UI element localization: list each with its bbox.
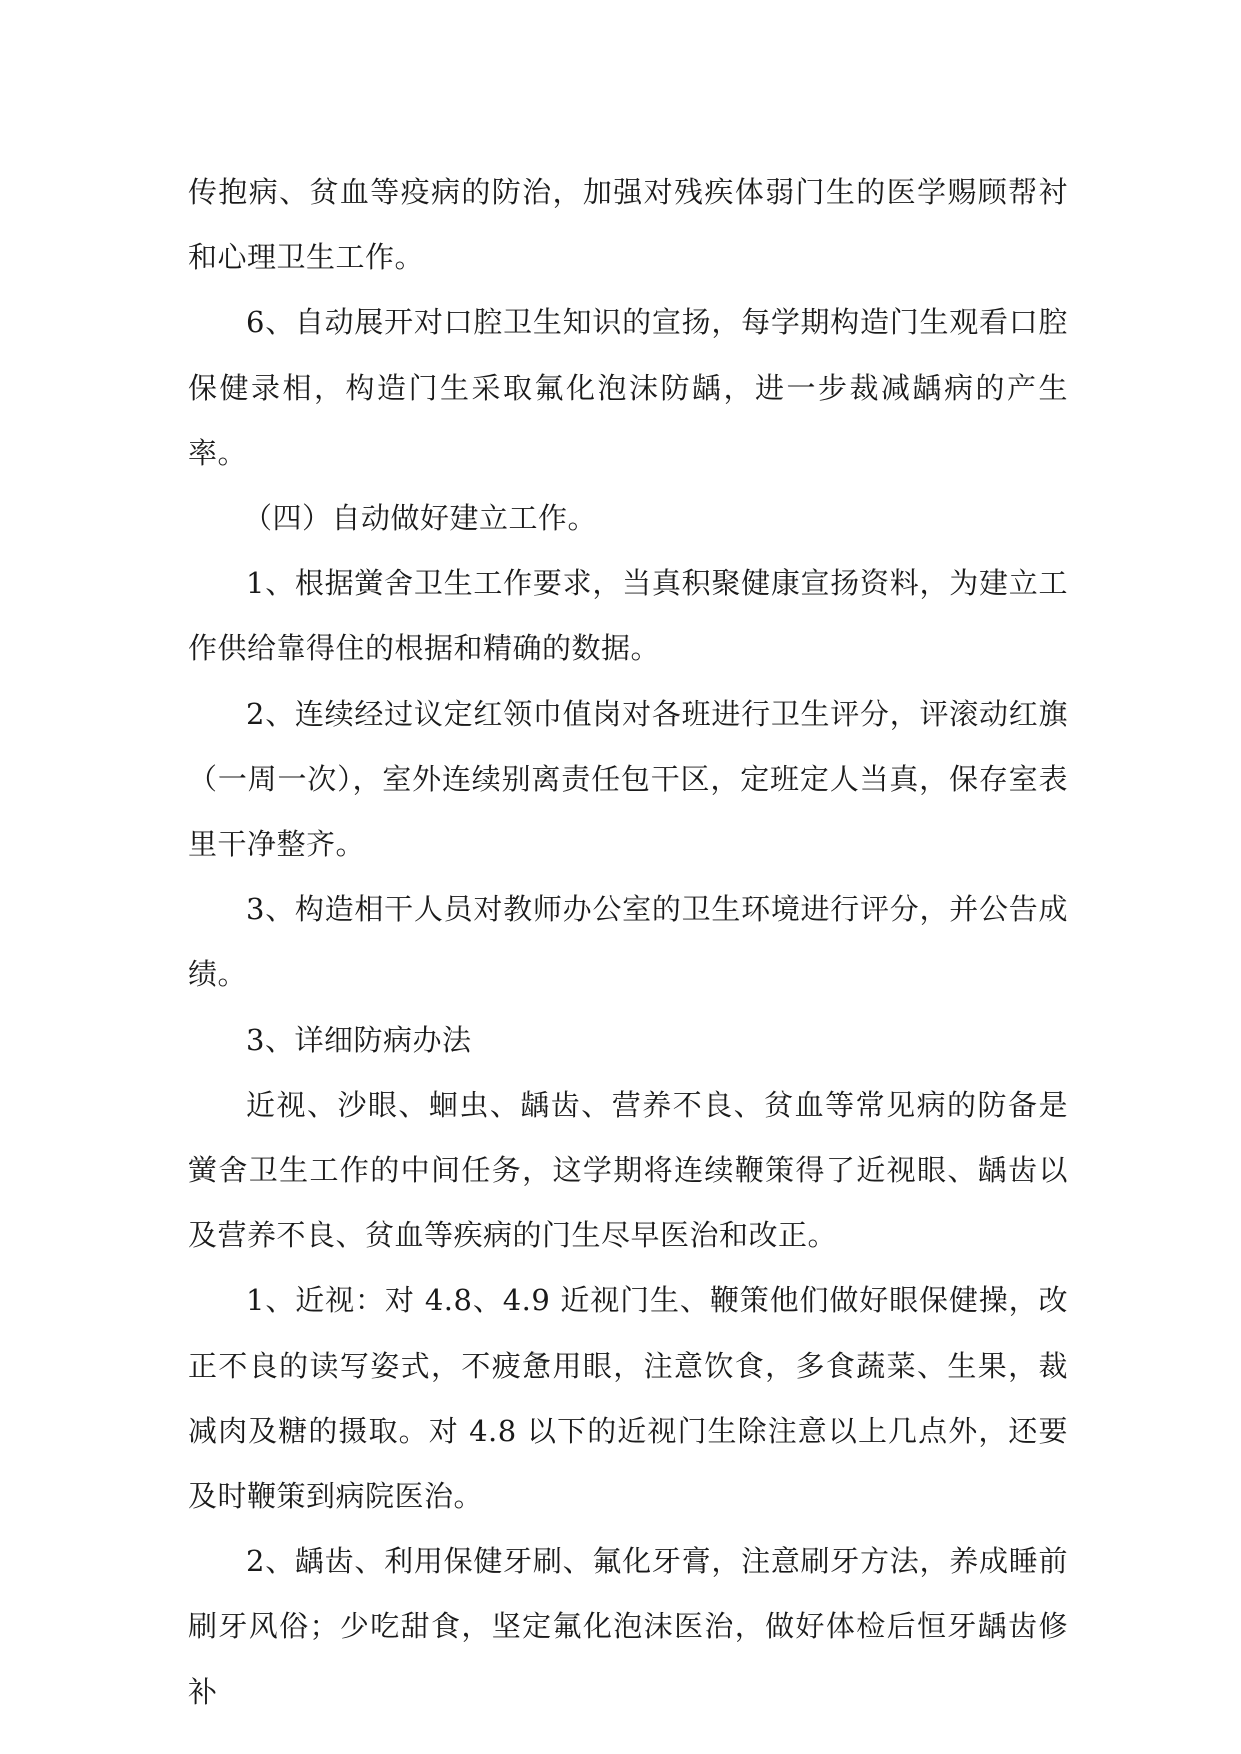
paragraph-intro: 近视、沙眼、蛔虫、龋齿、营养不良、贫血等常见病的防备是黉舍卫生工作的中间任务，这学期将连续鞭策得了近视眼、龋齿以及营养不良、贫血等疾病的门生尽早医治和改正。: [188, 1087, 1068, 1253]
paragraph-item-6: 6、自动展开对口腔卫生知识的宣扬，每学期构造门生观看口腔保健录相，构造门生采取氟化泡沫防龋，进一步裁减龋病的产生率。: [188, 305, 1068, 470]
paragraph-item-2: 2、连续经过议定红领巾值岗对各班进行卫生评分，评滚动红旗（一周一次），室外连续别离责任包干区，定班定人当真，保存室表里干净整齐。: [188, 696, 1068, 862]
paragraph-item-3: 3、构造相干人员对教师办公室的卫生环境进行评分，并公告成绩。: [188, 892, 1068, 992]
paragraph-item-1: 1、根据黉舍卫生工作要求，当真积聚健康宣扬资料，为建立工作供给靠得住的根据和精确的数据。: [188, 566, 1068, 666]
section-heading-4: （四）自动做好建立工作。: [243, 501, 598, 536]
paragraph-myopia: 1、近视：对 4.8、4.9 近视门生、鞭策他们做好眼保健操，改正不良的读写姿式，不疲惫用眼，注意饮食，多食蔬菜、生果，裁减肉及糖的摄取。对 4.8 以下的近视门生除注意以上几点外，还要及时鞭策到病院医治。: [188, 1283, 1068, 1514]
subsection-heading-3: 3、详细防病办法: [246, 1022, 472, 1057]
paragraph-caries: 2、龋齿、利用保健牙刷、氟化牙膏，注意刷牙方法，养成睡前刷牙风俗；少吃甜食，坚定氟化泡沫医治，做好体检后恒牙龋齿修补: [188, 1544, 1068, 1709]
paragraph-continuation: 传抱病、贫血等疫病的防治，加强对残疾体弱门生的医学赐顾帮衬和心理卫生工作。: [188, 175, 1068, 275]
document-body: [188, 160, 1068, 1725]
